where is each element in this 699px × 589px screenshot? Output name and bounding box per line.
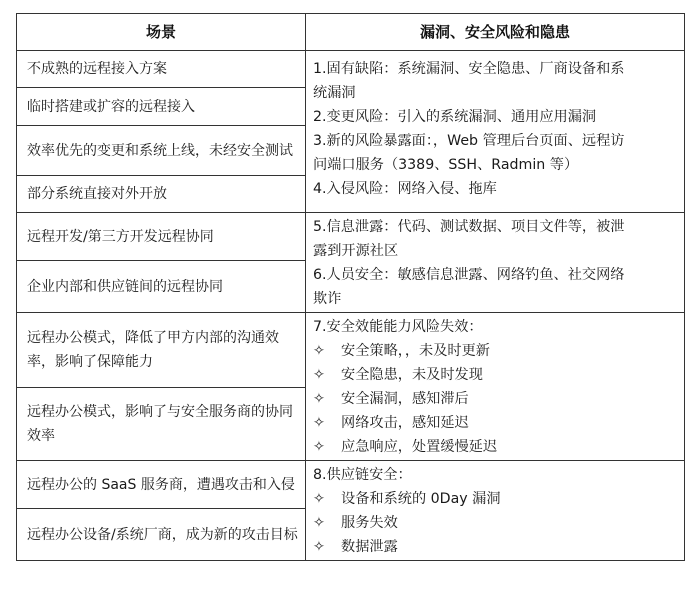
risk-group-1 bbox=[313, 57, 679, 201]
risk-item-text: 服务失效 bbox=[341, 515, 398, 531]
risk-line: 2.变更风险：引入的系统漏洞、通用应用漏洞 bbox=[313, 109, 597, 125]
scenario-cell: 企业内部和供应链间的远程协同 bbox=[27, 278, 223, 295]
scenario-cell: 临时搭建或扩容的远程接入 bbox=[27, 98, 195, 115]
risk-item-text: 设备和系统的 0Day 漏洞 bbox=[341, 491, 501, 507]
risk-line: 统漏洞 bbox=[313, 85, 356, 101]
risk-bullet-item bbox=[313, 535, 679, 559]
risk-item-text: 安全隐患，未及时发现 bbox=[341, 367, 483, 383]
risk-item-text: 安全策略，，未及时更新 bbox=[341, 343, 490, 359]
diamond-bullet-icon: ✧ bbox=[313, 439, 325, 455]
diamond-bullet-icon: ✧ bbox=[313, 391, 325, 407]
risk-bullet-item bbox=[313, 487, 679, 511]
risk-line: 欺诈 bbox=[313, 291, 342, 307]
risk-group-2 bbox=[313, 215, 679, 311]
diamond-bullet-icon: ✧ bbox=[313, 491, 325, 507]
diamond-bullet-icon: ✧ bbox=[313, 415, 325, 431]
risk-item-text: 网络攻击，感知延迟 bbox=[341, 415, 469, 431]
diamond-bullet-icon: ✧ bbox=[313, 515, 325, 531]
risk-group-4 bbox=[313, 463, 679, 559]
risk-bullet-item bbox=[313, 435, 679, 459]
diamond-bullet-icon: ✧ bbox=[313, 539, 325, 555]
risk-line: 5.信息泄露：代码、测试数据、项目文件等，被泄 bbox=[313, 219, 625, 235]
scenario-cell: 部分系统直接对外开放 bbox=[27, 186, 167, 202]
risk-item-text: 应急响应，处置缓慢延迟 bbox=[341, 439, 498, 455]
risk-line: 4.入侵风险：网络入侵、拖库 bbox=[313, 181, 497, 197]
risk-line: 露到开源社区 bbox=[313, 243, 399, 259]
risk-item-text: 安全漏洞，感知滞后 bbox=[341, 391, 469, 407]
risk-line: 6.人员安全：敏感信息泄露、网络钓鱼、社交网络 bbox=[313, 267, 625, 283]
scenario-cell: 效率优先的变更和系统上线，未经安全测试 bbox=[27, 142, 293, 159]
risk-bullet-item bbox=[313, 387, 679, 411]
risk-bullet-item bbox=[313, 363, 679, 387]
column-divider bbox=[305, 14, 306, 560]
risk-bullet-item bbox=[313, 411, 679, 435]
scenario-cell: 不成熟的远程接入方案 bbox=[27, 61, 167, 77]
scenario-cell: 远程办公模式，降低了甲方内部的沟通效率，影响了保障能力 bbox=[27, 330, 279, 370]
risk-group-title: 7.安全效能能力风险失效： bbox=[313, 319, 483, 335]
risk-line: 1.固有缺陷：系统漏洞、安全隐患、厂商设备和系 bbox=[313, 61, 625, 77]
scenario-cell: 远程办公模式，影响了与安全服务商的协同效率 bbox=[27, 404, 293, 444]
risk-group-3 bbox=[313, 315, 679, 459]
scenario-cell: 远程开发/第三方开发远程协同 bbox=[27, 228, 214, 245]
header-scenario: 场景 bbox=[145, 23, 176, 41]
risk-line: 3.新的风险暴露面：，Web 管理后台页面、远程访 bbox=[313, 133, 625, 149]
scenario-cell: 远程办公设备/系统厂商，成为新的攻击目标 bbox=[27, 526, 298, 543]
risk-bullet-item bbox=[313, 339, 679, 363]
diamond-bullet-icon: ✧ bbox=[313, 343, 325, 359]
risk-bullet-item bbox=[313, 511, 679, 535]
risk-table bbox=[16, 13, 685, 561]
risk-line: 问端口服务（3389、SSH、Radmin 等） bbox=[313, 157, 579, 173]
scenario-cell: 远程办公的 SaaS 服务商，遭遇攻击和入侵 bbox=[27, 476, 295, 493]
diamond-bullet-icon: ✧ bbox=[313, 367, 325, 383]
risk-item-text: 数据泄露 bbox=[341, 539, 398, 555]
header-risks: 漏洞、安全风险和隐患 bbox=[419, 23, 570, 41]
risk-group-title: 8.供应链安全： bbox=[313, 467, 412, 483]
